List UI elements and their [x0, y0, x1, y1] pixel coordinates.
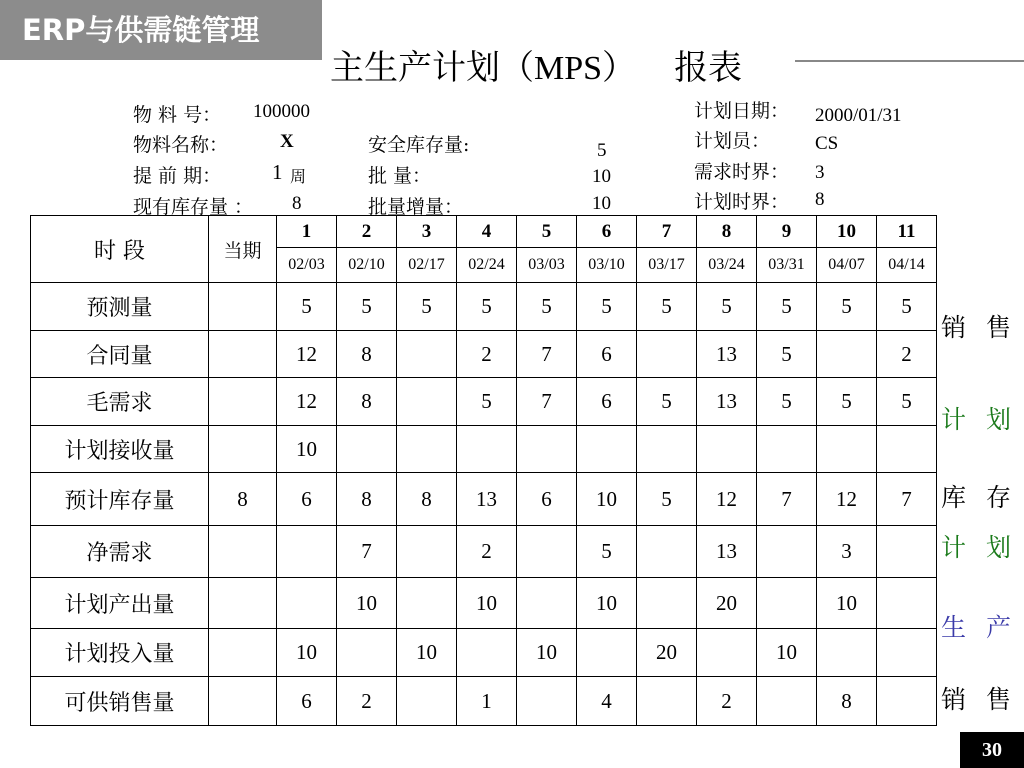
- current-period-cell: [209, 283, 277, 331]
- side-tag: 销 售: [941, 313, 1017, 342]
- value-cell: 5: [637, 283, 697, 331]
- safety-stock-value: 5: [597, 140, 607, 161]
- mps-row: [31, 629, 937, 677]
- value-cell: 6: [517, 473, 577, 526]
- value-cell: 5: [277, 283, 337, 331]
- mps-row: [31, 426, 937, 473]
- row-label: 计划产出量: [31, 578, 209, 629]
- value-cell: [817, 331, 877, 378]
- period-date: 04/14: [877, 248, 937, 283]
- value-cell: 12: [697, 473, 757, 526]
- period-number: 2: [337, 216, 397, 248]
- safety-stock-label: 安全库存量:: [368, 134, 470, 156]
- value-cell: [877, 578, 937, 629]
- item-name-label: 物料名称：: [133, 134, 229, 156]
- side-tag: 计 划: [941, 533, 1017, 562]
- current-period-cell: [209, 629, 277, 677]
- value-cell: 10: [757, 629, 817, 677]
- lot-size-value: 10: [592, 166, 611, 187]
- period-date: 03/31: [757, 248, 817, 283]
- row-label: 合同量: [31, 331, 209, 378]
- period-number: 5: [517, 216, 577, 248]
- value-cell: 4: [577, 677, 637, 726]
- page-number: 30: [960, 732, 1024, 768]
- mps-body: [31, 283, 937, 726]
- value-cell: [697, 629, 757, 677]
- period-date: 03/03: [517, 248, 577, 283]
- value-cell: 20: [697, 578, 757, 629]
- value-cell: 10: [457, 578, 517, 629]
- mps-row: [31, 283, 937, 331]
- planner-label: 计划员：: [694, 130, 771, 152]
- value-cell: [877, 426, 937, 473]
- value-cell: [877, 629, 937, 677]
- value-cell: 7: [337, 526, 397, 578]
- period-number-row: [31, 216, 937, 248]
- side-tag: 生 产: [941, 613, 1017, 642]
- course-title: ERP与供需链管理: [0, 0, 322, 60]
- period-date: 03/24: [697, 248, 757, 283]
- value-cell: [397, 426, 457, 473]
- page-title: [330, 40, 742, 89]
- current-period-cell: [209, 526, 277, 578]
- lead-time-unit: 周: [290, 167, 307, 186]
- plan-date-label: 计划日期：: [694, 100, 790, 122]
- value-cell: 5: [457, 283, 517, 331]
- row-label: 预测量: [31, 283, 209, 331]
- current-period-cell: 8: [209, 473, 277, 526]
- value-cell: [277, 578, 337, 629]
- value-cell: 5: [877, 378, 937, 426]
- value-cell: 10: [577, 578, 637, 629]
- demand-fence-label: 需求时界：: [694, 161, 790, 183]
- period-date: 03/17: [637, 248, 697, 283]
- value-cell: 2: [457, 526, 517, 578]
- period-date: 02/03: [277, 248, 337, 283]
- value-cell: [517, 526, 577, 578]
- period-date: 03/10: [577, 248, 637, 283]
- on-hand-label: 现有库存量 ：: [133, 196, 254, 218]
- value-cell: 13: [697, 526, 757, 578]
- value-cell: 8: [337, 378, 397, 426]
- value-cell: [517, 578, 577, 629]
- value-cell: 5: [637, 473, 697, 526]
- value-cell: 5: [637, 378, 697, 426]
- period-date: 02/17: [397, 248, 457, 283]
- value-cell: [697, 426, 757, 473]
- row-label: 计划接收量: [31, 426, 209, 473]
- value-cell: [637, 526, 697, 578]
- value-cell: [397, 331, 457, 378]
- planning-fence-label: 计划时界：: [694, 191, 790, 213]
- value-cell: 5: [817, 283, 877, 331]
- title-mps: MPS）: [534, 50, 637, 87]
- value-cell: 5: [757, 283, 817, 331]
- value-cell: 5: [577, 283, 637, 331]
- value-cell: [577, 629, 637, 677]
- period-number: 8: [697, 216, 757, 248]
- value-cell: 1: [457, 677, 517, 726]
- value-cell: 8: [817, 677, 877, 726]
- value-cell: 8: [337, 331, 397, 378]
- value-cell: [277, 526, 337, 578]
- value-cell: [337, 426, 397, 473]
- value-cell: 5: [877, 283, 937, 331]
- value-cell: 6: [577, 331, 637, 378]
- mps-row: [31, 526, 937, 578]
- item-no-value: 100000: [253, 101, 310, 122]
- value-cell: [637, 331, 697, 378]
- value-cell: 6: [277, 677, 337, 726]
- current-period-cell: [209, 578, 277, 629]
- period-number: 9: [757, 216, 817, 248]
- value-cell: [757, 426, 817, 473]
- lead-time-label: 提 前 期：: [133, 165, 222, 187]
- lot-increment-value: 10: [592, 193, 611, 214]
- value-cell: 8: [397, 473, 457, 526]
- value-cell: 5: [697, 283, 757, 331]
- value-cell: [397, 378, 457, 426]
- value-cell: [577, 426, 637, 473]
- period-number: 3: [397, 216, 457, 248]
- item-no-label: 物 料 号：: [133, 104, 222, 126]
- value-cell: 8: [337, 473, 397, 526]
- value-cell: 10: [817, 578, 877, 629]
- lot-size-label: 批 量：: [368, 165, 432, 187]
- value-cell: 7: [517, 331, 577, 378]
- period-number: 1: [277, 216, 337, 248]
- value-cell: 5: [517, 283, 577, 331]
- mps-row: [31, 473, 937, 526]
- on-hand-value: 8: [292, 193, 302, 214]
- side-tag: 库 存: [941, 483, 1017, 512]
- value-cell: [637, 578, 697, 629]
- title-rule: [795, 60, 1024, 62]
- period-number: 10: [817, 216, 877, 248]
- value-cell: 10: [277, 629, 337, 677]
- demand-fence-value: 3: [815, 162, 825, 183]
- row-label: 可供销售量: [31, 677, 209, 726]
- value-cell: 13: [697, 378, 757, 426]
- value-cell: [637, 677, 697, 726]
- side-tag: 销 售: [941, 685, 1017, 714]
- value-cell: 5: [457, 378, 517, 426]
- lead-time-value: 1: [272, 160, 283, 184]
- item-name-value: X: [280, 131, 294, 152]
- value-cell: 6: [577, 378, 637, 426]
- value-cell: 5: [817, 378, 877, 426]
- value-cell: [517, 677, 577, 726]
- value-cell: [397, 677, 457, 726]
- value-cell: [817, 426, 877, 473]
- value-cell: 7: [517, 378, 577, 426]
- mps-table: [30, 215, 937, 726]
- mps-row: [31, 677, 937, 726]
- title-suffix: 报表: [674, 48, 743, 88]
- planning-fence-value: 8: [815, 189, 825, 210]
- current-period-cell: [209, 426, 277, 473]
- value-cell: 7: [877, 473, 937, 526]
- value-cell: 10: [277, 426, 337, 473]
- value-cell: [457, 426, 517, 473]
- period-number: 6: [577, 216, 637, 248]
- value-cell: [637, 426, 697, 473]
- value-cell: 5: [337, 283, 397, 331]
- period-header: 时 段: [31, 216, 209, 283]
- side-tag: 计 划: [941, 405, 1017, 434]
- plan-date-value: 2000/01/31: [815, 105, 902, 126]
- value-cell: [337, 629, 397, 677]
- value-cell: [397, 526, 457, 578]
- value-cell: [757, 677, 817, 726]
- mps-row: [31, 331, 937, 378]
- period-date: 04/07: [817, 248, 877, 283]
- value-cell: 5: [577, 526, 637, 578]
- period-number: 4: [457, 216, 517, 248]
- value-cell: 12: [277, 378, 337, 426]
- value-cell: 12: [277, 331, 337, 378]
- value-cell: 5: [397, 283, 457, 331]
- current-period-cell: [209, 331, 277, 378]
- value-cell: [817, 629, 877, 677]
- current-period-cell: [209, 378, 277, 426]
- value-cell: 6: [277, 473, 337, 526]
- value-cell: 20: [637, 629, 697, 677]
- value-cell: [877, 677, 937, 726]
- row-label: 净需求: [31, 526, 209, 578]
- current-period-header: 当期: [209, 216, 277, 283]
- mps-row: [31, 578, 937, 629]
- value-cell: 2: [457, 331, 517, 378]
- value-cell: 12: [817, 473, 877, 526]
- value-cell: 5: [757, 378, 817, 426]
- value-cell: 2: [877, 331, 937, 378]
- lot-increment-label: 批量增量：: [368, 196, 464, 218]
- value-cell: [757, 526, 817, 578]
- value-cell: 5: [757, 331, 817, 378]
- value-cell: 7: [757, 473, 817, 526]
- value-cell: 13: [457, 473, 517, 526]
- period-date: 02/24: [457, 248, 517, 283]
- value-cell: [397, 578, 457, 629]
- value-cell: 2: [337, 677, 397, 726]
- value-cell: 3: [817, 526, 877, 578]
- row-label: 计划投入量: [31, 629, 209, 677]
- value-cell: [757, 578, 817, 629]
- row-label: 预计库存量: [31, 473, 209, 526]
- value-cell: [517, 426, 577, 473]
- value-cell: 2: [697, 677, 757, 726]
- value-cell: 10: [337, 578, 397, 629]
- mps-row: [31, 378, 937, 426]
- value-cell: 10: [397, 629, 457, 677]
- period-date: 02/10: [337, 248, 397, 283]
- title-main: 主生产计划（: [330, 48, 534, 88]
- current-period-cell: [209, 677, 277, 726]
- value-cell: 10: [577, 473, 637, 526]
- value-cell: 13: [697, 331, 757, 378]
- value-cell: [877, 526, 937, 578]
- period-number: 11: [877, 216, 937, 248]
- period-number: 7: [637, 216, 697, 248]
- value-cell: 10: [517, 629, 577, 677]
- row-label: 毛需求: [31, 378, 209, 426]
- value-cell: [457, 629, 517, 677]
- planner-value: CS: [815, 133, 839, 154]
